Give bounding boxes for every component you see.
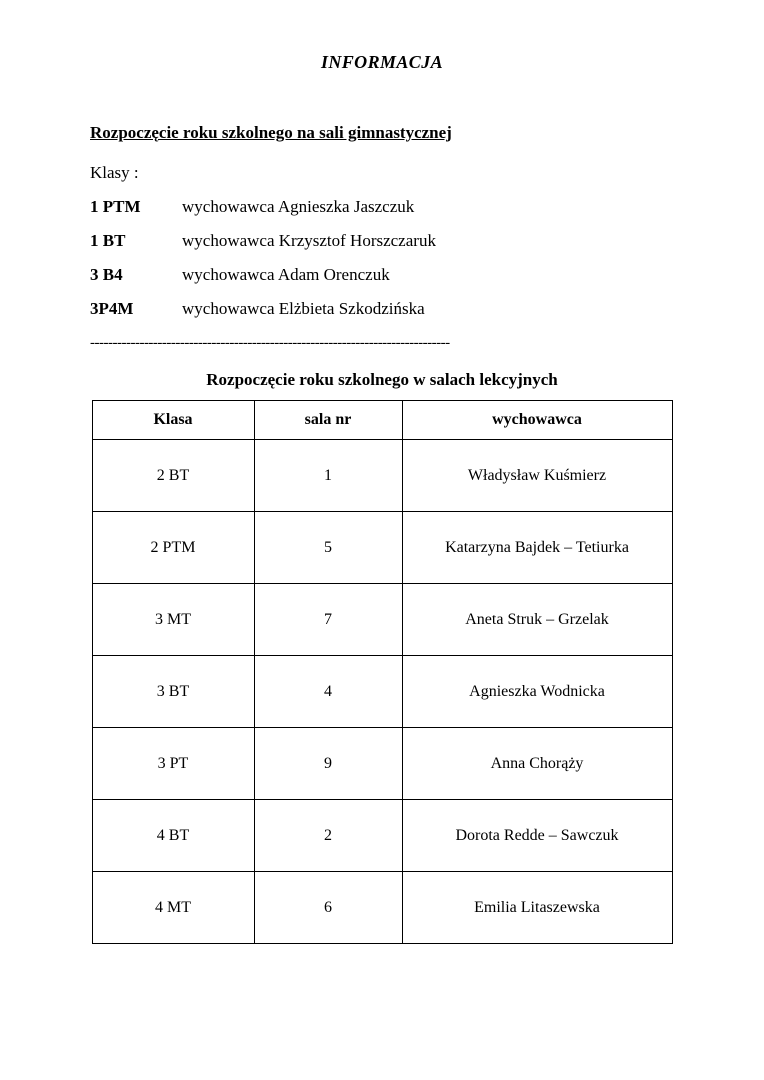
cell-wychowawca: Aneta Struk – Grzelak bbox=[402, 584, 672, 656]
table-row bbox=[92, 584, 672, 656]
cell-wychowawca: Dorota Redde – Sawczuk bbox=[402, 800, 672, 872]
class-teacher: wychowawca Agnieszka Jaszczuk bbox=[182, 197, 415, 216]
column-header-wychowawca: wychowawca bbox=[402, 401, 672, 440]
cell-klasa: 4 MT bbox=[92, 872, 254, 944]
table-row bbox=[92, 728, 672, 800]
rooms-table bbox=[92, 400, 673, 944]
cell-sala: 6 bbox=[254, 872, 402, 944]
class-code: 1 PTM bbox=[90, 197, 141, 216]
class-code: 3P4M bbox=[90, 299, 134, 318]
classes-label: Klasy : bbox=[90, 163, 139, 182]
class-code: 3 B4 bbox=[90, 265, 123, 284]
gym-section-heading: Rozpoczęcie roku szkolnego na sali gimnastycznej bbox=[90, 123, 452, 142]
table-row bbox=[92, 512, 672, 584]
cell-sala: 4 bbox=[254, 656, 402, 728]
page-title: INFORMACJA bbox=[320, 52, 444, 72]
cell-wychowawca: Agnieszka Wodnicka bbox=[402, 656, 672, 728]
cell-wychowawca: Władysław Kuśmierz bbox=[402, 440, 672, 512]
cell-klasa: 3 BT bbox=[92, 656, 254, 728]
cell-wychowawca: Anna Chorąży bbox=[402, 728, 672, 800]
cell-klasa: 3 MT bbox=[92, 584, 254, 656]
cell-wychowawca: Katarzyna Bajdek – Tetiurka bbox=[402, 512, 672, 584]
cell-sala: 2 bbox=[254, 800, 402, 872]
list-item bbox=[90, 299, 704, 319]
cell-wychowawca: Emilia Litaszewska bbox=[402, 872, 672, 944]
list-item bbox=[90, 231, 704, 251]
cell-sala: 7 bbox=[254, 584, 402, 656]
cell-sala: 9 bbox=[254, 728, 402, 800]
class-teacher: wychowawca Adam Orenczuk bbox=[182, 265, 390, 284]
cell-klasa: 3 PT bbox=[92, 728, 254, 800]
section-divider: -------------------------------------------------------------------------------- bbox=[90, 335, 450, 351]
list-item bbox=[90, 265, 704, 285]
table-header-row bbox=[92, 401, 672, 440]
table-row bbox=[92, 872, 672, 944]
table-row bbox=[92, 440, 672, 512]
class-code: 1 BT bbox=[90, 231, 126, 250]
table-row bbox=[92, 800, 672, 872]
rooms-table-caption: Rozpoczęcie roku szkolnego w salach lekcyjnych bbox=[206, 370, 558, 389]
column-header-klasa: Klasa bbox=[92, 401, 254, 440]
cell-sala: 1 bbox=[254, 440, 402, 512]
cell-klasa: 2 PTM bbox=[92, 512, 254, 584]
column-header-sala: sala nr bbox=[254, 401, 402, 440]
gym-class-list bbox=[90, 197, 704, 319]
table-row bbox=[92, 656, 672, 728]
class-teacher: wychowawca Krzysztof Horszczaruk bbox=[182, 231, 436, 250]
cell-klasa: 2 BT bbox=[92, 440, 254, 512]
class-teacher: wychowawca Elżbieta Szkodzińska bbox=[182, 299, 425, 318]
cell-klasa: 4 BT bbox=[92, 800, 254, 872]
cell-sala: 5 bbox=[254, 512, 402, 584]
list-item bbox=[90, 197, 704, 217]
